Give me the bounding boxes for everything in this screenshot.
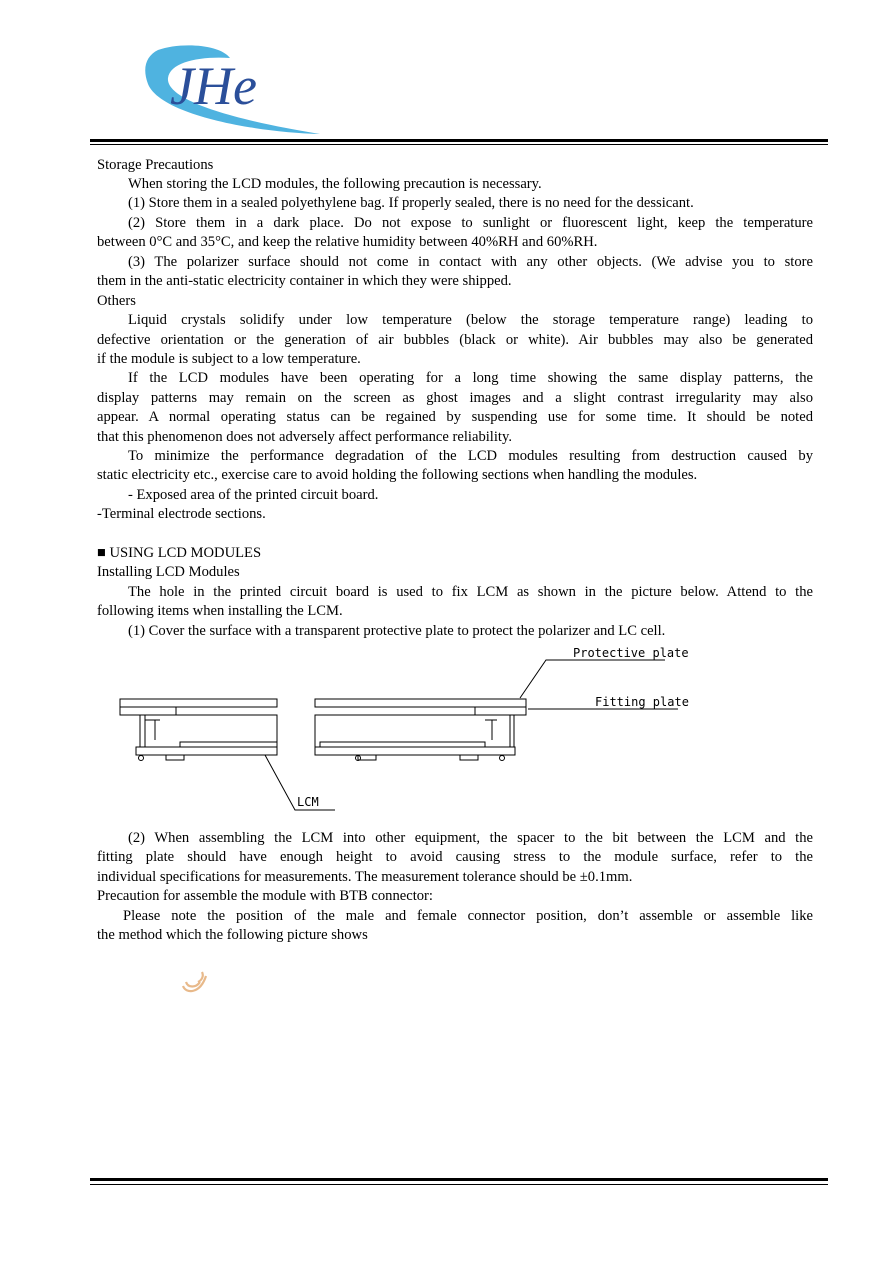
footer-rule xyxy=(90,1178,828,1181)
using-p1-line-2: following items when installing the LCM. xyxy=(97,603,343,619)
protective-plate-left xyxy=(120,699,277,707)
others-bullet-2: -Terminal electrode sections. xyxy=(97,506,266,522)
protective-plate-label: Protective plate xyxy=(573,646,689,660)
pcb-left xyxy=(136,747,277,755)
btb-line-1: Please note the position of the male and female connector position, don’t assemble or assemble like xyxy=(123,908,813,924)
others-p2-line-4: that this phenomenon does not adversely affect performance reliability. xyxy=(97,429,512,445)
others-p2-line-1: If the LCD modules have been operating for a long time showing the same display patterns, the xyxy=(128,370,813,386)
company-logo xyxy=(140,40,340,138)
using-item-2-line-1: (2) When assembling the LCM into other equipment, the spacer to the bit between the LCM and the xyxy=(128,830,813,846)
fitting-plate-left xyxy=(120,707,176,715)
others-p3-line-1: To minimize the performance degradation of the LCD modules resulting from destruction caused by xyxy=(128,448,813,464)
others-p2-line-3: appear. A normal operating status can be regained by suspending use for some time. It should be noted xyxy=(97,409,813,425)
using-heading: ■ USING LCD MODULES xyxy=(97,545,262,561)
protective-plate-leader xyxy=(520,660,665,698)
protective-plate-right xyxy=(315,699,526,707)
footer-rule-thin xyxy=(90,1184,828,1185)
storage-item-2-line-2: between 0°C and 35°C, and keep the relative humidity between 40%RH and 60%RH. xyxy=(97,234,598,250)
storage-item-1: (1) Store them in a sealed polyethylene bag. If properly sealed, there is no need for the dessicant. xyxy=(128,195,694,211)
others-p1-line-1: Liquid crystals solidify under low temperature (below the storage temperature range) leading to xyxy=(128,312,813,328)
storage-item-3-line-2: them in the anti-static electricity container in which they were shipped. xyxy=(97,273,512,289)
mounting-diagram xyxy=(100,640,690,820)
storage-intro: When storing the LCD modules, the following precaution is necessary. xyxy=(128,176,542,192)
logo-letters: JHe xyxy=(170,56,257,116)
fitting-plate-right xyxy=(475,707,526,715)
storage-heading: Storage Precautions xyxy=(97,157,214,173)
header-rule-thin xyxy=(90,144,828,145)
others-bullet-1: - Exposed area of the printed circuit board. xyxy=(128,487,379,503)
others-p1-line-2: defective orientation or the generation of air bubbles (black or white). Air bubbles may also be generated xyxy=(97,332,813,348)
storage-item-3-line-1: (3) The polarizer surface should not come in contact with any other objects. (We advise you to store xyxy=(128,254,813,270)
header-rule xyxy=(90,139,828,142)
btb-line-2: the method which the following picture shows xyxy=(97,927,368,943)
fitting-plate-label: Fitting plate xyxy=(595,695,689,709)
others-p3-line-2: static electricity etc., exercise care to avoid holding the following sections when handling the modules. xyxy=(97,467,698,483)
using-item-1: (1) Cover the surface with a transparent protective plate to protect the polarizer and LC cell. xyxy=(128,623,666,639)
storage-item-2-line-1: (2) Store them in a dark place. Do not expose to sunlight or fluorescent light, keep the temperature xyxy=(128,215,813,231)
using-p1-line-1: The hole in the printed circuit board is used to fix LCM as shown in the picture below. Attend to the xyxy=(128,584,813,600)
faded-mark-icon xyxy=(180,968,210,996)
others-p2-line-2: display patterns may remain on the screen as ghost images and a slight contrast irregularity may also xyxy=(97,390,813,406)
using-item-2-line-3: individual specifications for measurements. The measurement tolerance should be ±0.1mm. xyxy=(97,869,633,885)
using-item-2-line-2: fitting plate should have enough height to avoid causing stress to the module surface, refer to the xyxy=(97,849,813,865)
pcb-right xyxy=(315,747,515,755)
lcm-label: LCM xyxy=(297,795,319,809)
installing-heading: Installing LCD Modules xyxy=(97,564,240,580)
btb-heading: Precaution for assemble the module with BTB connector: xyxy=(97,888,433,904)
others-p1-line-3: if the module is subject to a low temperature. xyxy=(97,351,361,367)
others-heading: Others xyxy=(97,293,136,309)
